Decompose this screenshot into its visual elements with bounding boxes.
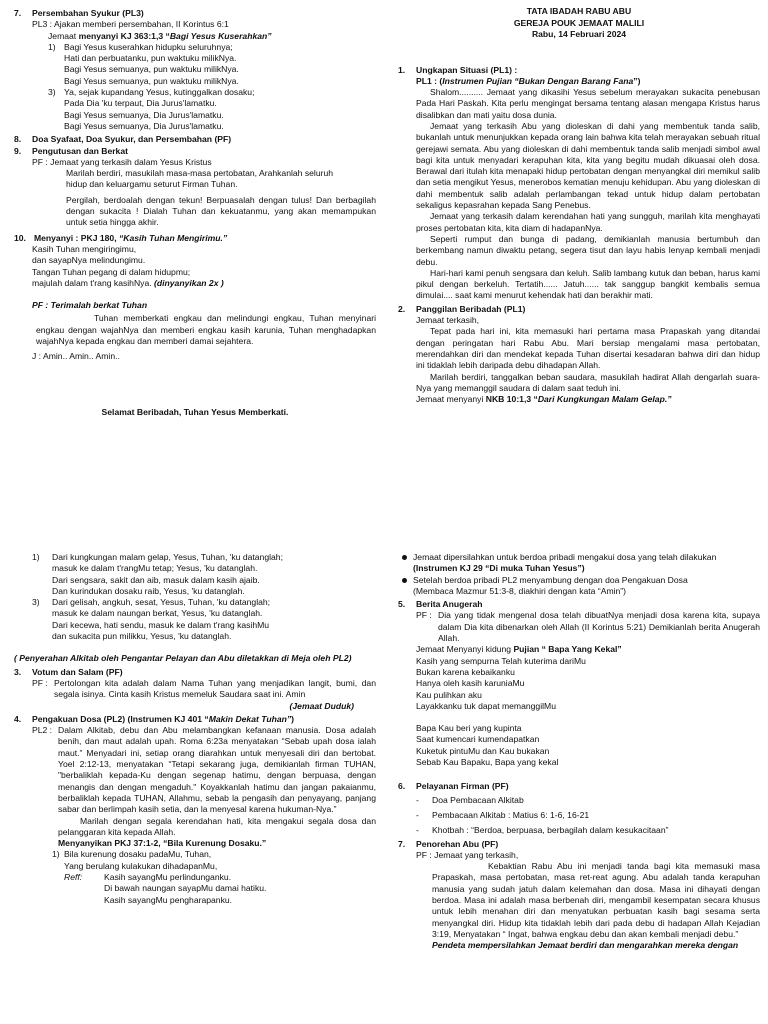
- verse-line: Hati dan perbuatanku, pun waktuku milikNya.: [64, 53, 237, 64]
- spacer: [398, 712, 760, 723]
- verse-line: Bagi Yesus semuanya, Dia Jurus'lamatku.: [64, 109, 224, 120]
- verse-number: 1): [48, 41, 56, 52]
- spacer: [398, 768, 760, 779]
- verse-line: Bagi Yesus kuserahkan hidupku seluruhnya;: [64, 41, 233, 52]
- section-number: 5.: [398, 599, 406, 610]
- text: Bagi Yesus Kuserahkan”: [169, 30, 272, 41]
- lyric-line: Bapa Kau beri yang kupinta: [416, 723, 522, 734]
- text: Jemaat menyanyi: [416, 394, 486, 405]
- text: (dinyanyikan 2x ): [154, 277, 224, 288]
- section-title: Pengutusan dan Berkat: [32, 145, 128, 156]
- verse-line: Pada Dia 'ku terpaut, Dia Jurus'lamatku.: [64, 98, 217, 109]
- text: Instrumen Pujian “Bukan Dengan Barang Fana: [442, 75, 634, 86]
- verse-line: Dari kungkungan malam gelap, Yesus, Tuhan, 'ku datanglah;: [52, 552, 283, 562]
- verse-line: Yang berulang kulakukan dihadapanMu,: [64, 860, 218, 871]
- paragraph: Jemaat yang terkasih dalam kerendahan hati yang sungguh, marilah kita menghayati proses pertobatan kita, kita diam di hadapanNya.: [416, 211, 760, 233]
- section-6-heading: [398, 781, 760, 792]
- song-instruction: [398, 394, 760, 405]
- section-title: Ungkapan Situasi (PL1) :: [416, 64, 518, 75]
- reff-label: Reff:: [64, 872, 83, 883]
- paragraph: Jemaat yang terkasih Abu yang dioleskan di dahi yang membentuk tanda salib, bukanlah untuk menunjukkan kepada orang lain bahwa kita telah merayakan sebuah ritual gerejawi semata. Abu yang dioleskan di dahi membentuk tanda salib menjadi simbol awal bagi kita untuk menyadari kerapuhan kita, kita yang begitu mudah dikuasai oleh dosa. Berawal dari itulah kita menapaki hidup pertobatan dengan menyangkal diri memikul salib dan setia mengikut Yesus, menerobos kematian menuju kehidupan. Abu yang dioleskan di dahi membentuk salib adalah perlambangan tekad untuk hidup dalam pertobatan sekaligus kepasrahan kepada Sang Penebus.: [416, 120, 760, 211]
- pl3-line: PL3 : Ajakan memberi persembahan, II Korintus 6:1: [32, 19, 229, 30]
- page-title: TATA IBADAH RABU ABU: [526, 6, 632, 16]
- section-5-heading: [398, 599, 760, 610]
- pf-anugerah: [398, 610, 760, 644]
- verse-number: 3): [48, 87, 56, 98]
- lyric-line: dan sayapNya melindungimu.: [32, 255, 146, 266]
- verse-line: Di bawah naungan sayapMu damai hatiku.: [104, 883, 267, 894]
- rubric: Pendeta mempersilahkan Jemaat berdiri dan mengarahkan mereka dengan: [432, 940, 739, 951]
- verse-line: Ya, sejak kupandang Yesus, kutinggalkan dosaku;: [64, 87, 255, 98]
- section-title: Panggilan Beribadah (PL1): [416, 303, 526, 314]
- text: ): [291, 713, 295, 724]
- paragraph: Marilah berdiri, tanggalkan beban saudara, masukilah hadirat Allah dengarlah suara-Nya yang memanggil saudara di dalam saat teduh ini.: [416, 371, 760, 393]
- verse-lines: [52, 552, 376, 597]
- section-number: 10.: [14, 232, 26, 243]
- lyric-line: Kuketuk pintuMu dan Kau bukakan: [416, 745, 550, 756]
- verse-lines: [64, 87, 376, 132]
- section-number: 6.: [398, 781, 406, 792]
- paragraph: Seperti rumput dan bunga di padang, demikianlah manusia bertumbuh dan berkembang namun diwaktu petang, segera tisut dan layu habis lenyap kembali menjadi debu.: [416, 233, 760, 267]
- top-right-panel: [398, 6, 760, 524]
- verse-line: masuk ke dalam t'rangMu tetap; Yesus, 'ku datanglah.: [52, 563, 258, 574]
- text: “Kasih Tuhan Mengirimu.”: [118, 232, 228, 243]
- paragraph: Shalom.......... Jemaat yang dikasihi Yesus sebelum merayakan sukacita penebusan Pada Hari Paskah. Kita perlu mengingat bersama tentang alasan mengapa Kristus harus disalibkan dan mati yaitu dosa dunia.: [416, 87, 760, 120]
- section-10-heading: [14, 233, 376, 244]
- berkat-paragraph: Tuhan memberkati engkau dan melindungi engkau, Tuhan menyinari engkau dengan wajahNya dan memberi engkau kasih karunia, Tuhan menghadapkan wajahNya kepada engkau dan memberi damai sejahtera.: [36, 313, 376, 347]
- bullet-text: [413, 575, 688, 598]
- spacer: [398, 41, 760, 63]
- verse-3: [14, 87, 376, 132]
- speaker-label: PL2 :: [32, 725, 53, 736]
- bottom-right-panel: [398, 552, 760, 1024]
- paragraph: Tepat pada hari ini, kita memasuki hari pertama masa Prapaskah yang ditandai dengan peringatan hari Rabu Abu. Mari bersiap mengalami masa pertobatan, merendahkan diri dan mendekat kepada Tuhan disertai kesadaran bahwa diri dan hidup ini tidaklah lebih daripada debu dihadapan Allah.: [416, 326, 760, 371]
- verse-line: Bagi Yesus semuanya, pun waktuku milikNya.: [64, 75, 239, 86]
- lyric-line: [14, 278, 376, 289]
- top-left-panel: [14, 6, 376, 524]
- section-number: 8.: [14, 134, 22, 145]
- verse-lines: [64, 849, 376, 905]
- verse-line: Dan kurindukan dosaku raib, Yesus, 'ku datanglah.: [52, 585, 245, 596]
- list-item: [398, 825, 760, 836]
- text: NKB 10:1,3 “: [485, 394, 538, 405]
- verse-line: dan sukacita pun milikku, Yesus, 'ku datanglah.: [52, 631, 232, 642]
- amen-line: J : Amin.. Amin.. Amin..: [32, 351, 120, 362]
- lyric-line: Layakkanku tuk dapat memanggilMu: [416, 700, 556, 711]
- text: Dia yang tidak mengenal dosa telah dibuatNya menjadi dosa karena kita, supaya dalam Dia kita dibenarkan oleh Allah (II Korintus 5:21) Demikianlah berita Anugerah Allah.: [438, 610, 760, 644]
- verse-number: 1): [32, 552, 40, 562]
- verse-line: Bagi Yesus semuanya, Dia Jurus'lamatku.: [64, 120, 224, 131]
- text: Doa Pembacaan Alkitab: [432, 794, 524, 805]
- text: majulah dalam t'rang kasihNya.: [32, 277, 155, 288]
- pf-line: [14, 157, 376, 168]
- section-7-heading: [14, 8, 376, 19]
- lyric-line: Bukan karena kebaikanku: [416, 666, 515, 677]
- verse-line: Bila kurenung dosaku padaMu, Tuhan,: [64, 849, 212, 860]
- text: Menyanyi : PKJ 180,: [33, 232, 119, 243]
- text: Pertolongan kita adalah dalam Nama Tuhan yang menjadikan langit, bumi, dan segala isinya. Cinta kasih Kristus memeluk Saudara saat ini. Amin: [54, 677, 376, 700]
- text-line: hidup dan keluargamu seturut Firman Tuhan.: [66, 179, 238, 190]
- pl2-confession: [14, 725, 376, 815]
- verse-3: [14, 597, 376, 642]
- text: Khotbah : “Berdoa, berpuasa, berbagilah dalam kesukacitaan”: [432, 825, 669, 836]
- verse-line: Dari sengsara, sakit dan aib, masuk dalam kasih ajaib.: [52, 574, 260, 585]
- pf-line: PF : Jemaat yang terkasih,: [416, 849, 519, 860]
- list-item: [398, 795, 760, 806]
- dash-marker: -: [416, 825, 419, 836]
- reff-lines: [104, 872, 376, 906]
- bullet-icon: [402, 555, 407, 560]
- section-title: Penorehan Abu (PF): [416, 838, 499, 849]
- paragraph: Pergilah, berdoalah dengan tekun! Berpuasalah dengan tulus! Dan berbagilah dengan sukacita ! Dialah Tuhan dan kekuatanmu, yang akan memampukan untuk setia hingga akhir.: [66, 194, 376, 228]
- berkat-heading: PF : Terimalah berkat Tuhan: [32, 300, 148, 311]
- speaker-label: PF :: [32, 156, 51, 167]
- section-9-heading: [14, 146, 376, 157]
- text: Setelah berdoa pribadi PL2 menyambung dengan doa Pengakuan Dosa: [413, 574, 688, 585]
- song-instruction: Menyanyikan PKJ 37:1-2, “Bila Kurenung Dosaku.”: [58, 838, 267, 849]
- song-instruction: [14, 31, 376, 42]
- lyric-line: Hanya oleh kasih karuniaMu: [416, 678, 525, 689]
- lyric-line: Kasih Tuhan mengiringimu,: [32, 243, 137, 254]
- section-4-heading: [14, 714, 376, 725]
- section-8-heading: [14, 134, 376, 145]
- speaker-label: PF :: [416, 610, 432, 621]
- greeting: Jemaat terkasih,: [416, 315, 480, 326]
- spacer: [14, 363, 376, 385]
- closing-blessing: Selamat Beribadah, Tuhan Yesus Memberkati.: [101, 406, 289, 417]
- spacer: [14, 289, 376, 300]
- verse-line: Kasih sayangMu pengharapanku.: [104, 894, 233, 905]
- section-3-heading: [14, 667, 376, 678]
- bottom-left-panel: [14, 552, 376, 1024]
- bullet-text: [413, 552, 716, 575]
- section-number: 7.: [14, 8, 22, 18]
- section-1-heading: [398, 65, 760, 76]
- verse-line: Dari kecewa, hati sendu, masuk ke dalam t'rang kasihMu: [52, 619, 270, 630]
- verse-1: [14, 42, 376, 87]
- bullet-item: [398, 552, 760, 575]
- reff: [64, 872, 376, 906]
- section-number: 1.: [398, 64, 406, 75]
- song-instruction: [398, 644, 760, 655]
- text: (Membaca Mazmur 51:3-8, diakhiri dengan kata “Amin”): [413, 585, 627, 596]
- text: Jemaat: [48, 30, 79, 41]
- section-number: 7.: [398, 838, 406, 849]
- speaker-label: PF :: [32, 677, 48, 688]
- lyric-line: Sebab Kau Bapaku, Bapa yang kekal: [416, 757, 559, 768]
- paragraph: Kebaktian Rabu Abu ini menjadi tanda bagi kita memasuki masa Prapaskah, masa pertobatan, masa ret-reat agung. Abu adalah tanda kerapuhan manusia yang sudah jatuh dalam kelemahan dan dosa. Masa ini dihayati dengan berdoa. Masa ini adalah masa berbenah diri, mengambil kesempatan secara khusus untuk lebih menahan diri dan menyatukan perbuatan kasih bagi sesama serta menyangkal diri. Hidup kita tidaklah lebih dari pada debu di hadapan Allah Kejadian 3:19, Menyatakan “ Ingat, bahwa engkau debu dan akan kembali menjadi debu.”: [432, 861, 760, 939]
- text: Dalam Alkitab, debu dan Abu melambangkan kefanaan manusia. Dosa adalah benih, dan maut adalah upah. Roma 6:23a menyatakan “Sebab upah dosa ialah maut.” Menyadari ini, setiap orang diarahkan untuk menyesali diri dan bertobat. Yoel 2:12-13, menyatakan “Tetapi sekarang juga, demikianlah firman TUHAN, "berbaliklah kepada-Ku dengan segenap hatimu, dengan berpuasa, dengan menangis dan dengan mengaduh." Koyakkanlah hatimu dan jangan pakaianmu, berbaliklah kepada TUHAN, Allahmu, sebab la pengasih dan penyayang, panjang sabar dan berlimpah kasih setia, dan la menyesal karena hukuman-Nya.”: [58, 725, 376, 815]
- paragraph: Marilah dengan segala kerendahan hati, kita mengakui segala dosa dan pelanggaran kita kepada Allah.: [58, 815, 376, 837]
- text: Jemaat dipersilahkan untuk berdoa pribadi mengakui dosa yang telah dilakukan: [413, 552, 717, 562]
- text: (Instrumen KJ 29 “Di muka Tuhan Yesus”): [413, 563, 585, 574]
- section-number: 2.: [398, 303, 406, 314]
- section-number: 4.: [14, 713, 22, 724]
- lyric-line: Kasih yang sempurna Telah kuterima dariMu: [416, 655, 586, 666]
- verse-1: [14, 849, 376, 905]
- text: Jemaat yang terkasih dalam Yesus Kristus: [50, 156, 212, 167]
- text: menyanyi KJ 363:1,3 “: [78, 30, 170, 41]
- section-number: 9.: [14, 145, 22, 156]
- verse-line: Dari gelisah, angkuh, sesat, Yesus, Tuhan, 'ku datanglah;: [52, 597, 271, 608]
- pl1-line: [398, 76, 760, 87]
- paragraph: Hari-hari kami penuh sengsara dan keluh. Salib lambang kutuk dan beban, harus kami pikul dengan berkeluh. Tertatih...... Jatuh...... tak sanggup bangkit kembalis semua dimulai.... saat kami menurut kehendak hati dan berakhir mati.: [416, 267, 760, 301]
- section-7-heading: [398, 839, 760, 850]
- text: Makin Dekat Tuhan”: [208, 713, 292, 724]
- section-title: Doa Syafaat, Doa Syukur, dan Persembahan (PF): [32, 134, 232, 145]
- pf-votum: [14, 678, 376, 701]
- text: ”): [633, 75, 641, 86]
- spacer: [14, 385, 376, 407]
- text: PL1 : (: [416, 75, 443, 86]
- section-title: Persembahan Syukur (PL3): [32, 8, 144, 18]
- verse-number: 1): [52, 849, 60, 860]
- section-title: Pelayanan Firman (PF): [416, 781, 509, 792]
- verse-line: masuk ke dalam naungan berkat, Yesus, 'ku datanglah.: [52, 608, 263, 619]
- text: Pengakuan Dosa (PL2) (Instrumen KJ 401 “: [32, 713, 209, 724]
- text: Pembacaan Alkitab : Matius 6: 1-6, 16-21: [432, 809, 590, 820]
- dash-marker: -: [416, 794, 419, 805]
- spacer: [14, 642, 376, 653]
- verse-lines: [52, 597, 376, 642]
- bullet-item: [398, 575, 760, 598]
- list-item: [398, 810, 760, 821]
- section-number: 3.: [14, 666, 22, 677]
- lyric-line: Kau pulihkan aku: [416, 689, 482, 700]
- verse-line: Bagi Yesus semuanya, pun waktuku milikNya.: [64, 64, 239, 75]
- lyric-line: Tangan Tuhan pegang di dalam hidupmu;: [32, 266, 191, 277]
- church-name: GEREJA POUK JEMAAT MALILI: [513, 17, 645, 28]
- verse-line: Kasih sayangMu perlindunganku.: [104, 872, 232, 883]
- dash-marker: -: [416, 809, 419, 820]
- section-title: Votum dan Salam (PF): [32, 666, 123, 677]
- text-line: Marilah berdiri, masukilah masa-masa pertobatan, Arahkanlah seluruh: [66, 168, 334, 179]
- section-2-heading: [398, 304, 760, 315]
- verse-number: 3): [32, 597, 40, 608]
- verse-1: [14, 552, 376, 597]
- rubric: ( Penyerahan Alkitab oleh Pengantar Pelayan dan Abu diletakkan di Meja oleh PL2): [14, 653, 352, 664]
- section-title: Berita Anugerah: [416, 599, 483, 610]
- text: Pujian “ Bapa Yang Kekal”: [513, 644, 622, 655]
- verse-lines: [64, 42, 376, 87]
- bullet-icon: [402, 578, 407, 583]
- service-date: Rabu, 14 Februari 2024: [531, 29, 627, 39]
- text: Dari Kungkungan Malam Gelap.”: [537, 394, 672, 405]
- text: Jemaat Menyanyi kidung: [416, 644, 514, 655]
- rubric-sit: (Jemaat Duduk): [289, 700, 354, 711]
- lyric-line: Saat kumencari kumendapatkan: [416, 734, 540, 745]
